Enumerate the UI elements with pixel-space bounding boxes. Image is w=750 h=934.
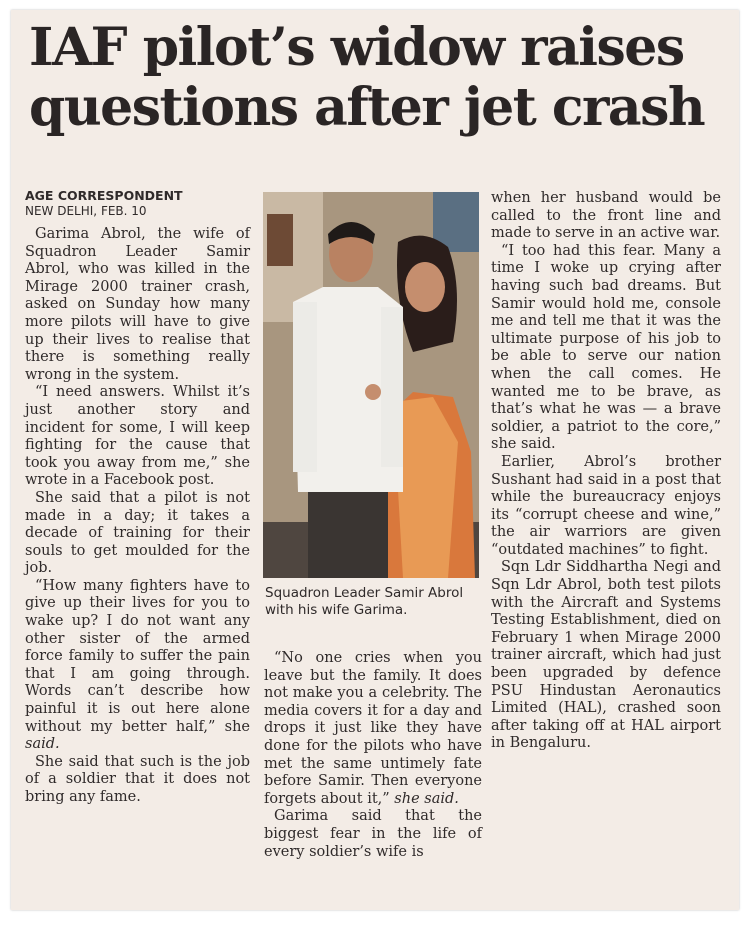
column-1: [25, 188, 250, 807]
paragraph: “I need answers. Whilst it’s just another story and incident for some, I will keep fighting for the cause that took you away from me,” she wrote in a Facebook post.: [25, 384, 250, 489]
paragraph: Garima Abrol, the wife of Squadron Leader Samir Abrol, who was killed in the Mirage 2000 trainer crash, asked on Sunday how many more pilots will have to give up their lives to realise that there is something really wrong in the system.: [25, 226, 250, 383]
newspaper-clipping: [11, 10, 739, 910]
headline-line-1: IAF pilot’s widow raises: [29, 17, 684, 78]
photo-illustration: [263, 192, 479, 578]
paragraph: [25, 578, 250, 754]
paragraph: Sqn Ldr Siddhartha Negi and Sqn Ldr Abrol, both test pilots with the Aircraft and Systems Testing Establishment, died on February 1 when Mirage 2000 trainer aircraft, which had just been upgraded by defence PSU Hindustan Aeronautics Limited (HAL), crashed soon after taking off at HAL airport in Bengaluru.: [491, 559, 721, 752]
paragraph: Garima said that the biggest fear in the life of every soldier’s wife is: [264, 808, 482, 860]
column-2: [264, 650, 482, 861]
paragraph: Earlier, Abrol’s brother Sushant had said in a post that while the bureaucracy enjoys its “corrupt cheese and wine,” the air warriors are given “outdated machines” to fight.: [491, 453, 721, 558]
byline: AGE CORRESPONDENT: [25, 188, 183, 203]
paragraph-text: “No one cries when you leave but the family. It does not make you a celebrity. The media covers it for a day and drops it just like they have done for the pilots who have met the same untimely fate before Samir. Then everyone forgets about it,”: [264, 650, 482, 807]
attribution: said.: [25, 736, 60, 753]
couple-photo: [263, 192, 479, 578]
dateline: NEW DELHI, FEB. 10: [25, 204, 147, 218]
attribution: she said.: [394, 790, 459, 807]
paragraph-text: “How many fighters have to give up their lives for you to wake up? I do not want any other sister of the armed force family to suffer the pain that I am going through. Words can’t describe how painful it is out here alone without my better half,” she: [25, 577, 250, 735]
headline: [29, 18, 729, 138]
headline-line-2: questions after jet crash: [29, 77, 705, 138]
paragraph: She said that such is the job of a soldier that it does not bring any fame.: [25, 753, 250, 805]
paragraph: She said that a pilot is not made in a day; it takes a decade of training for their souls to get moulded for the job.: [25, 489, 250, 577]
paragraph: when her husband would be called to the front line and made to serve in an active war.: [491, 190, 721, 242]
column-3: [491, 190, 721, 753]
photo-caption: Squadron Leader Samir Abrol with his wife Garima.: [265, 585, 464, 618]
paragraph: [264, 650, 482, 808]
paragraph: “I too had this fear. Many a time I woke up crying after having such bad dreams. But Samir would hold me, console me and tell me that it was the ultimate purpose of his job to be able to serve our nation when the call comes. He wanted me to be brave, as that’s what he was — a brave soldier, a patriot to the core,” she said.: [491, 242, 721, 453]
